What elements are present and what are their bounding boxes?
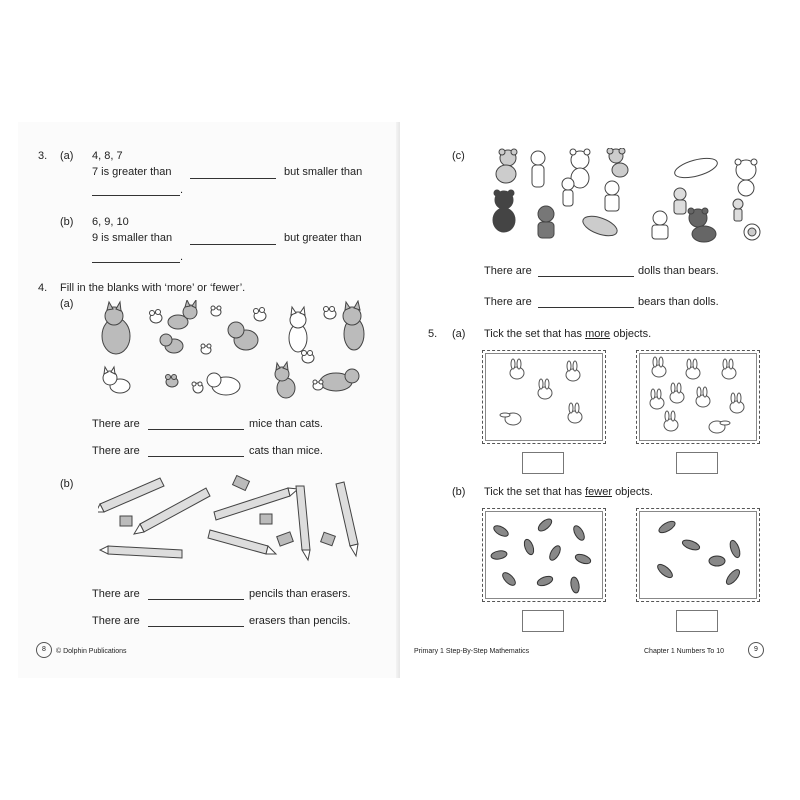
mouse-icon (166, 375, 179, 388)
cats-and-mice-illustration (86, 300, 366, 402)
mouse-icon (150, 310, 163, 324)
fish-icon (681, 538, 701, 552)
cat-icon (289, 307, 307, 352)
pencil-icon (214, 488, 298, 520)
q5a-text-start: Tick the set that has (484, 328, 583, 340)
fish-icon (548, 544, 563, 562)
q3a-text-start: 7 is greater than (92, 166, 172, 178)
qc-label: (c) (452, 150, 465, 162)
doll-icon (531, 151, 545, 187)
eraser-icon (277, 532, 294, 546)
q5a-set-1 (482, 350, 606, 444)
doll-icon (605, 181, 619, 211)
cat-icon (207, 373, 240, 395)
left-page-number: 8 (36, 642, 52, 658)
q3a-text-mid: but smaller than (284, 166, 363, 178)
fish-icon (570, 576, 581, 593)
left-page (18, 122, 400, 678)
pencil-icon (336, 482, 358, 556)
q5b-label: (b) (452, 486, 466, 498)
bear-icon (496, 149, 517, 183)
pencil-icon (208, 530, 276, 554)
chapter-title: Chapter 1 Numbers To 10 (644, 648, 725, 655)
q3a-period: . (180, 184, 184, 196)
q3b-period: . (180, 251, 184, 263)
rabbit-icon (722, 359, 736, 379)
q4b-s2-start: There are (92, 615, 140, 627)
mouse-icon (302, 351, 315, 364)
q5a-keyword: more (585, 328, 611, 340)
pencil-icon (100, 546, 182, 558)
qc-s1-end: dolls than bears. (638, 265, 719, 277)
cat-icon (228, 322, 258, 350)
q4a-blank-2[interactable] (148, 456, 244, 457)
q3a-blank-1[interactable] (190, 178, 276, 179)
fish-icon (724, 568, 742, 587)
doll-icon (538, 206, 554, 238)
qc-blank-1[interactable] (538, 276, 634, 277)
q3a-blank-2[interactable] (92, 195, 180, 196)
eraser-icon (260, 514, 272, 524)
q3b-blank-2[interactable] (92, 262, 180, 263)
doll-icon (733, 199, 743, 221)
q3b-numbers: 6, 9, 10 (92, 216, 129, 228)
q3b-blank-1[interactable] (190, 244, 276, 245)
eraser-icon (120, 516, 132, 526)
q5a-tick-box-2[interactable] (676, 452, 718, 474)
q4b-blank-1[interactable] (148, 599, 244, 600)
q3a-numbers: 4, 8, 7 (92, 150, 123, 162)
q5b-set-2 (636, 508, 760, 602)
rabbits-set-2 (637, 351, 759, 443)
fish-icon (709, 556, 725, 566)
rabbit-icon (730, 393, 744, 413)
rabbit-icon (696, 387, 710, 407)
book-title: Primary 1 Step-By-Step Mathematics (414, 648, 530, 655)
q5b-text-end: objects. (615, 486, 653, 498)
q5b-instruction (484, 486, 653, 499)
fish-icon (728, 539, 742, 559)
q4b-s1-start: There are (92, 588, 140, 600)
qc-s2-start: There are (484, 296, 532, 308)
mouse-icon (313, 380, 323, 390)
q4b-s2-end: erasers than pencils. (249, 615, 351, 627)
doll-icon (744, 224, 760, 240)
rabbit-icon (500, 413, 521, 425)
doll-icon (674, 188, 686, 214)
right-page (400, 122, 782, 678)
q3b-text-mid: but greater than (284, 232, 362, 244)
publisher-credit: © Dolphin Publications (56, 648, 127, 655)
q5b-set-1 (482, 508, 606, 602)
qc-blank-2[interactable] (538, 307, 634, 308)
fish-icon (572, 524, 587, 542)
qc-s2-end: bears than dolls. (638, 296, 719, 308)
fish-icon (523, 538, 536, 556)
mouse-icon (254, 308, 267, 322)
fish-icon (574, 553, 592, 566)
mouse-icon (324, 307, 337, 320)
fish-icon (501, 571, 518, 588)
q3b-text-start: 9 is smaller than (92, 232, 173, 244)
bear-icon (735, 159, 757, 196)
q3-number: 3. (38, 150, 48, 162)
q4b-s1-end: pencils than erasers. (249, 588, 351, 600)
q4a-s1-start: There are (92, 418, 140, 430)
fish-icon (656, 562, 675, 580)
rabbit-icon (709, 421, 730, 433)
pencil-icon (98, 478, 164, 512)
pencil-icon (296, 486, 310, 560)
q4b-label: (b) (60, 478, 74, 490)
q5a-instruction (484, 328, 651, 341)
q5a-label: (a) (452, 328, 466, 340)
rabbit-icon (568, 403, 582, 423)
eraser-icon (233, 476, 250, 491)
doll-icon (652, 211, 668, 239)
q5b-keyword: fewer (585, 486, 612, 498)
book-spread (18, 122, 782, 678)
cat-icon (168, 300, 197, 329)
doll-icon (562, 178, 574, 206)
q4a-blank-1[interactable] (148, 429, 244, 430)
q5b-tick-box-1[interactable] (522, 610, 564, 632)
rabbit-icon (652, 357, 666, 377)
q4-number: 4. (38, 282, 48, 294)
rabbits-set-1 (483, 351, 605, 443)
bear-icon (607, 148, 628, 177)
q5b-tick-box-2[interactable] (676, 610, 718, 632)
rabbit-icon (686, 359, 700, 379)
q5a-text-end: objects. (613, 328, 652, 340)
bear-icon (580, 212, 619, 239)
q5a-tick-box-1[interactable] (522, 452, 564, 474)
q4b-blank-2[interactable] (148, 626, 244, 627)
bear-icon (673, 155, 720, 182)
rabbit-icon (650, 389, 664, 409)
bear-icon (493, 190, 515, 232)
fish-icon (536, 517, 553, 533)
fish-set-2 (637, 509, 759, 601)
bear-icon (688, 208, 716, 242)
eraser-icon (321, 532, 336, 546)
fish-icon (657, 519, 677, 535)
cat-icon (320, 369, 359, 391)
qc-s1-start: There are (484, 265, 532, 277)
q4a-s1-end: mice than cats. (249, 418, 323, 430)
cat-icon (160, 334, 183, 353)
q4a-s2-end: cats than mice. (249, 445, 323, 457)
rabbit-icon (566, 361, 580, 381)
cat-icon (343, 301, 364, 350)
cat-icon (102, 302, 130, 354)
rabbit-icon (538, 379, 552, 399)
bears-and-dolls-illustration (484, 148, 770, 248)
mouse-icon (201, 344, 211, 354)
mouse-icon (192, 382, 203, 393)
cat-icon (103, 367, 130, 393)
q3b-label: (b) (60, 216, 74, 228)
rabbit-icon (664, 411, 678, 431)
fish-icon (536, 575, 554, 588)
q5b-text-start: Tick the set that has (484, 486, 583, 498)
pencil-icon (134, 488, 210, 534)
q4a-label: (a) (60, 298, 74, 310)
q4-instruction: Fill in the blanks with ‘more’ or ‘fewer’. (60, 282, 246, 294)
cat-icon (275, 362, 295, 398)
rabbit-icon (670, 383, 684, 403)
q4a-s2-start: There are (92, 445, 140, 457)
fish-icon (492, 524, 510, 539)
fish-icon (490, 550, 507, 561)
rabbit-icon (510, 359, 524, 379)
mouse-icon (211, 306, 221, 316)
fish-set-1 (483, 509, 605, 601)
q5-number: 5. (428, 328, 438, 340)
q5a-set-2 (636, 350, 760, 444)
pencils-and-erasers-illustration (98, 474, 368, 566)
right-page-number: 9 (748, 642, 764, 658)
q3a-label: (a) (60, 150, 74, 162)
